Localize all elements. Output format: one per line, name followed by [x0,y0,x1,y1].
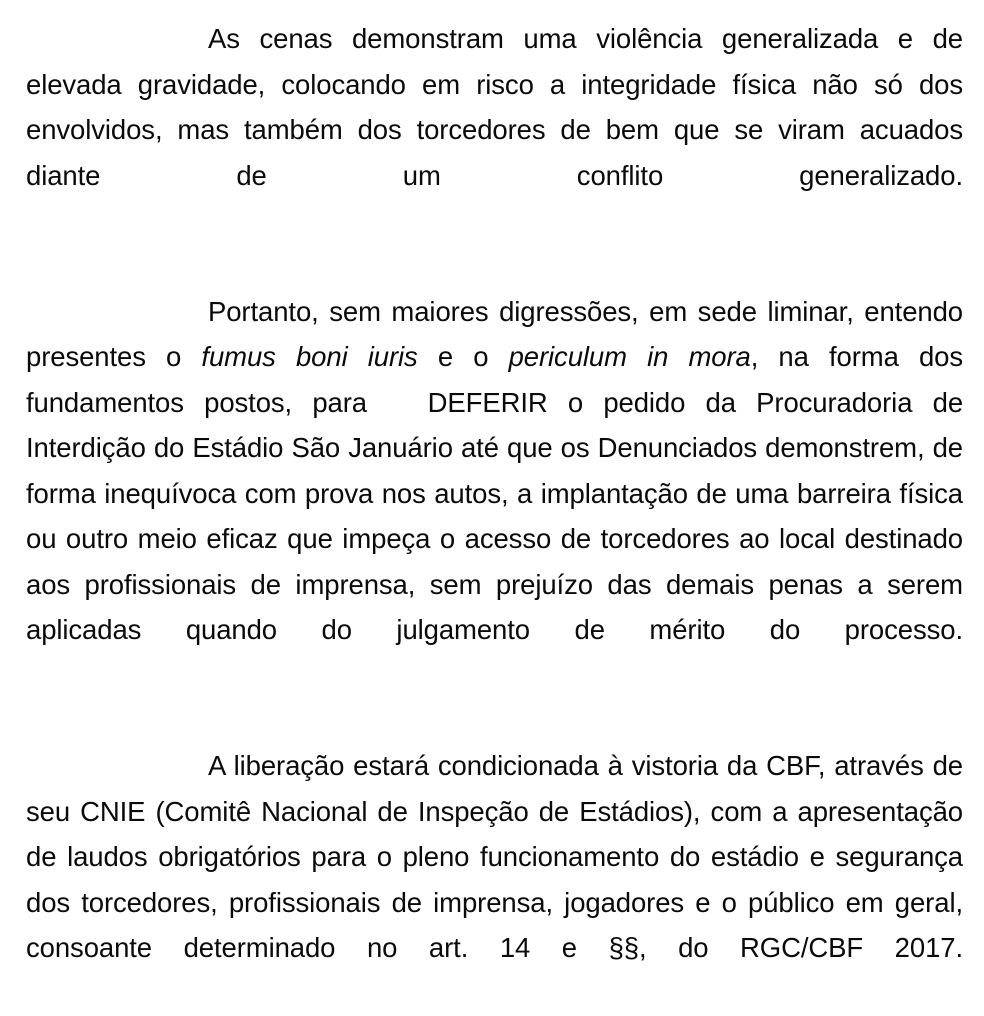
paragraph-2-run-2: e o [417,341,509,372]
latin-term-fumus-boni-iuris: fumus boni iuris [201,341,418,372]
paragraph-2-run-1: Portanto, sem maiores digressões, em sede liminar, entendo presentes o [26,295,963,372]
paragraph-violencia-generalizada: As cenas demonstram uma violência generalizada e de elevada gravidade, colocando em risco a integridade física não só dos envolvidos, mas também dos torcedores de bem que se viram acuados diante de um conflito generalizado. [26,23,963,191]
paragraph-2-run-4: DEFERIR o pedido da Procuradoria de Interdição do Estádio São Januário até que os Denunciados demonstrem, de forma inequívoca com prova nos autos, a implantação de uma barreira física ou outro meio eficaz que impeça o acesso de torcedores ao local destinado aos profissionais de imprensa, sem prejuízo das demais penas a serem aplicadas quando do julgamento de mérito do processo. [26,386,964,645]
paragraph-deferimento-liminar [26,289,963,699]
latin-term-periculum-in-mora: periculum in mora [508,341,751,372]
paragraph-liberacao-vistoria-cbf: A liberação estará condicionada à vistoria da CBF, através de seu CNIE (Comitê Nacional de Inspeção de Estádios), com a apresentação de laudos obrigatórios para o pleno funcionamento do estádio e segurança dos torcedores, profissionais de imprensa, jogadores e o público em geral, consoante determinado no art. 14 e §§, do RGC/CBF 2017. [26,750,963,963]
document-body [26,16,963,1016]
paragraph-2-run-3: , na forma dos fundamentos postos, para [26,341,963,418]
